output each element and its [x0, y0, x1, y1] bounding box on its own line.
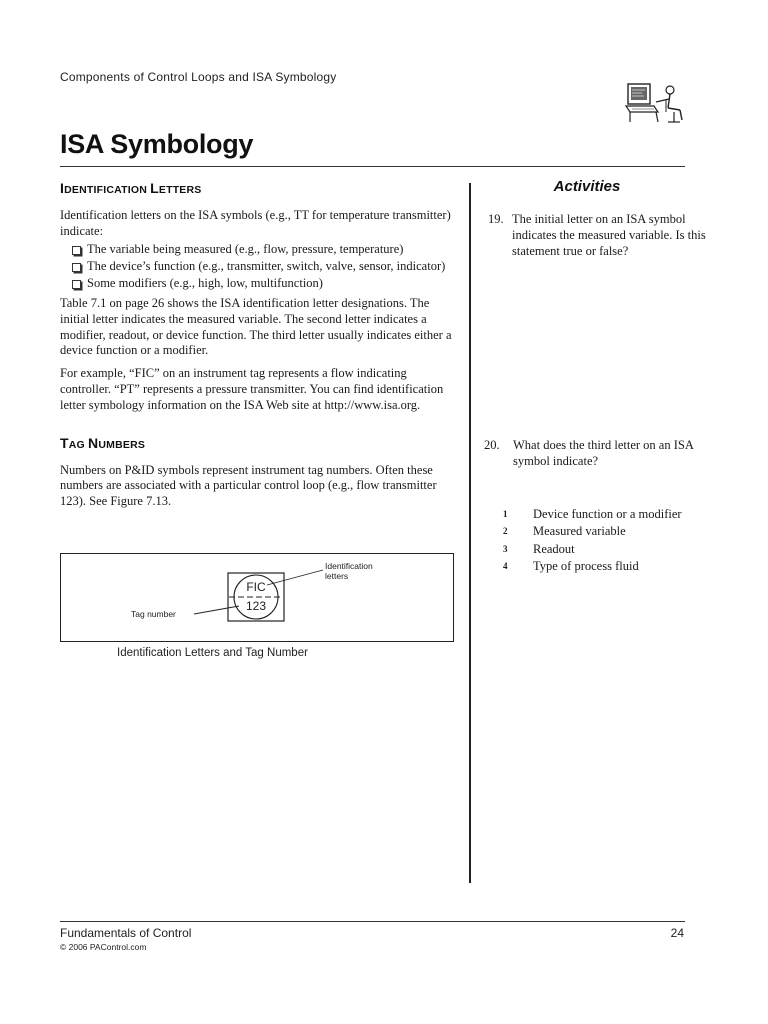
checkbox-bullet-icon: [72, 263, 81, 272]
footer-divider: [60, 921, 685, 922]
identification-bullet-list: [60, 242, 456, 292]
identification-letters-heading: [60, 180, 456, 196]
answer-option[interactable]: [503, 541, 682, 558]
activity-question-19: [488, 212, 713, 259]
answer-text: Type of process fluid: [533, 558, 639, 573]
checkbox-bullet-icon: [72, 246, 81, 255]
heading-cap: N: [88, 434, 99, 451]
instrument-number: 123: [245, 599, 267, 613]
answer-text: Device function or a modifier: [533, 507, 682, 521]
answer-option[interactable]: [503, 506, 682, 523]
running-head: Components of Control Loops and ISA Symbology: [60, 70, 337, 84]
heading-small: DENTIFICATION: [64, 184, 151, 196]
figure-caption: Identification Letters and Tag Number: [117, 647, 308, 659]
table-reference-paragraph: Table 7.1 on page 26 shows the ISA identification letter designations. The initial letter indicates the measured variable. The second letter indicates a modifier, readout, or device function. The third letter usually indicates either a device function or a modifier.: [60, 295, 452, 358]
answer-number: 4: [503, 560, 508, 571]
answer-number: 2: [503, 526, 508, 537]
identification-label-line2: letters: [325, 571, 349, 581]
activities-heading: Activities: [553, 178, 621, 195]
identification-label-line1: Identification: [325, 561, 373, 571]
checkbox-bullet-icon: [72, 280, 81, 289]
tag-number-label: Tag number: [131, 609, 176, 619]
activity-question-20: [484, 438, 724, 470]
figure-identification-tag: [60, 553, 454, 642]
heading-cap: L: [150, 180, 159, 196]
answer-option[interactable]: [503, 558, 682, 575]
list-item-text: The variable being measured (e.g., flow, pressure, temperature): [87, 241, 404, 256]
heading-small: UMBERS: [98, 438, 146, 451]
question-number: 19.: [488, 212, 504, 226]
column-divider: [469, 183, 471, 883]
computer-operator-icon: [622, 72, 688, 126]
instrument-letters: FIC: [246, 580, 266, 594]
list-item: [72, 242, 456, 258]
instrument-symbol-diagram: [61, 554, 453, 641]
question-number: 20.: [484, 438, 500, 452]
list-item-text: The device’s function (e.g., transmitter, switch, valve, sensor, indicator): [87, 258, 446, 273]
answer-text: Measured variable: [533, 524, 626, 539]
heading-small: AG: [68, 438, 89, 451]
title-divider: [60, 166, 685, 167]
list-item: [72, 276, 456, 292]
answer-option[interactable]: [503, 523, 682, 540]
tag-numbers-paragraph: Numbers on P&ID symbols represent instrument tag numbers. Often these numbers are associated with a particular control loop (e.g., flow transmitter 123). See Figure 7.13.: [60, 462, 437, 509]
main-column: [60, 178, 456, 510]
footer-title: Fundamentals of Control: [60, 926, 192, 940]
answer-number: 3: [503, 543, 508, 554]
heading-small: ETTERS: [158, 184, 202, 196]
example-paragraph: For example, “FIC” on an instrument tag represents a flow indicating controller. “PT” represents a pressure transmitter. You can find identification letter symbology information on the ISA Web site at http://www.isa.org.: [60, 366, 444, 412]
answer-text: Readout: [533, 541, 575, 556]
list-item: [72, 259, 456, 275]
heading-cap: I: [60, 180, 65, 196]
answer-options-list: [503, 506, 682, 575]
heading-cap: T: [60, 434, 69, 451]
tag-numbers-heading: [60, 435, 456, 451]
list-item-text: Some modifiers (e.g., high, low, multifunction): [87, 276, 323, 291]
copyright-notice: © 2006 PAControl.com: [60, 942, 147, 952]
page-title: ISA Symbology: [60, 129, 254, 159]
question-text: What does the third letter on an ISA symbol indicate?: [513, 438, 694, 468]
identification-intro: Identification letters on the ISA symbols (e.g., TT for temperature transmitter) indicate:: [60, 208, 451, 238]
answer-number: 1: [503, 509, 508, 519]
page-number: 24: [670, 926, 684, 940]
question-text: The initial letter on an ISA symbol indicates the measured variable. Is this statement true or false?: [512, 212, 706, 258]
